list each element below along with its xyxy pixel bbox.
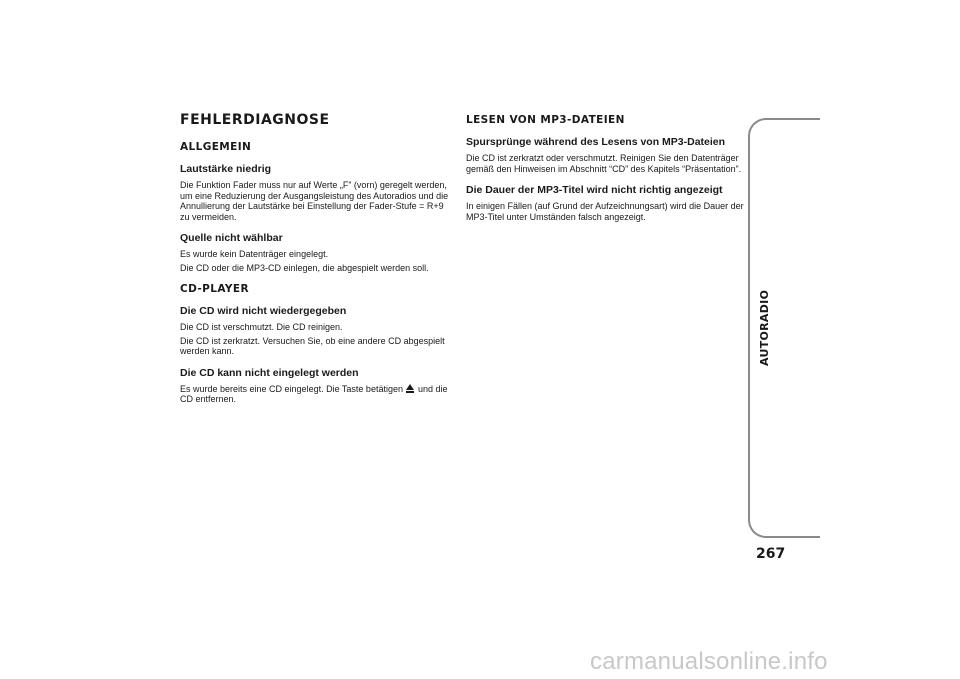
heading-cd-nicht-eingelegt: Die CD kann nicht eingelegt werden xyxy=(180,366,359,379)
chapter-tab-label: AUTORADIO xyxy=(758,289,771,366)
left-column xyxy=(180,112,452,408)
text-cd-zerkratzt: Die CD ist zerkratzt. Versuchen Sie, ob eine andere CD abgespielt werden kann. xyxy=(180,335,445,356)
watermark: carmanualsonline.info xyxy=(590,648,828,675)
heading-lautstaerke: Lautstärke niedrig xyxy=(180,163,272,175)
text-spurspruenge: Die CD ist zerkratzt oder verschmutzt. Reinigen Sie den Datenträger gemäß den Hinweisen im Abschnitt “CD” des Kapitels “Präsentation”. xyxy=(466,153,742,174)
text-quelle-1: Es wurde kein Datenträger eingelegt. xyxy=(180,249,329,259)
heading-cd-nicht-wiedergegeben: Die CD wird nicht wiedergegeben xyxy=(180,305,347,317)
section-heading-mp3: LESEN VON MP3-DATEIEN xyxy=(466,114,625,126)
section-heading-allgemein: ALLGEMEIN xyxy=(180,141,252,153)
section-heading-cd-player: CD-PLAYER xyxy=(180,283,249,295)
text-cd-eingelegt-a: Es wurde bereits eine CD eingelegt. Die Taste betätigen xyxy=(180,383,406,394)
heading-spurspruenge: Spursprünge während des Lesens von MP3-Dateien xyxy=(466,136,726,148)
page-title: FEHLERDIAGNOSE xyxy=(180,112,330,128)
text-cd-verschmutzt: Die CD ist verschmutzt. Die CD reinigen. xyxy=(180,322,343,332)
heading-quelle: Quelle nicht wählbar xyxy=(180,232,283,244)
text-cd-eingelegt xyxy=(180,384,452,405)
eject-icon xyxy=(406,384,414,393)
text-cd-eingelegt-b: und die CD entfernen. xyxy=(180,383,448,404)
heading-dauer: Die Dauer der MP3-Titel wird nicht richtig angezeigt xyxy=(466,184,723,196)
text-dauer: In einigen Fällen (auf Grund der Aufzeichnungsart) wird die Dauer der MP3-Titel unter Umständen falsch angezeigt. xyxy=(466,201,744,222)
right-column xyxy=(466,114,748,225)
text-lautstaerke: Die Funktion Fader muss nur auf Werte „F” (vorn) geregelt werden, um eine Reduzierung der Ausgangsleistung des Autoradios und die Annullierung der Lautstärke bei Einstellung der Fader-Stufe = R+9 zu vermeiden. xyxy=(180,180,449,222)
page-number: 267 xyxy=(756,546,786,562)
text-quelle-2: Die CD oder die MP3-CD einlegen, die abgespielt werden soll. xyxy=(180,262,429,273)
